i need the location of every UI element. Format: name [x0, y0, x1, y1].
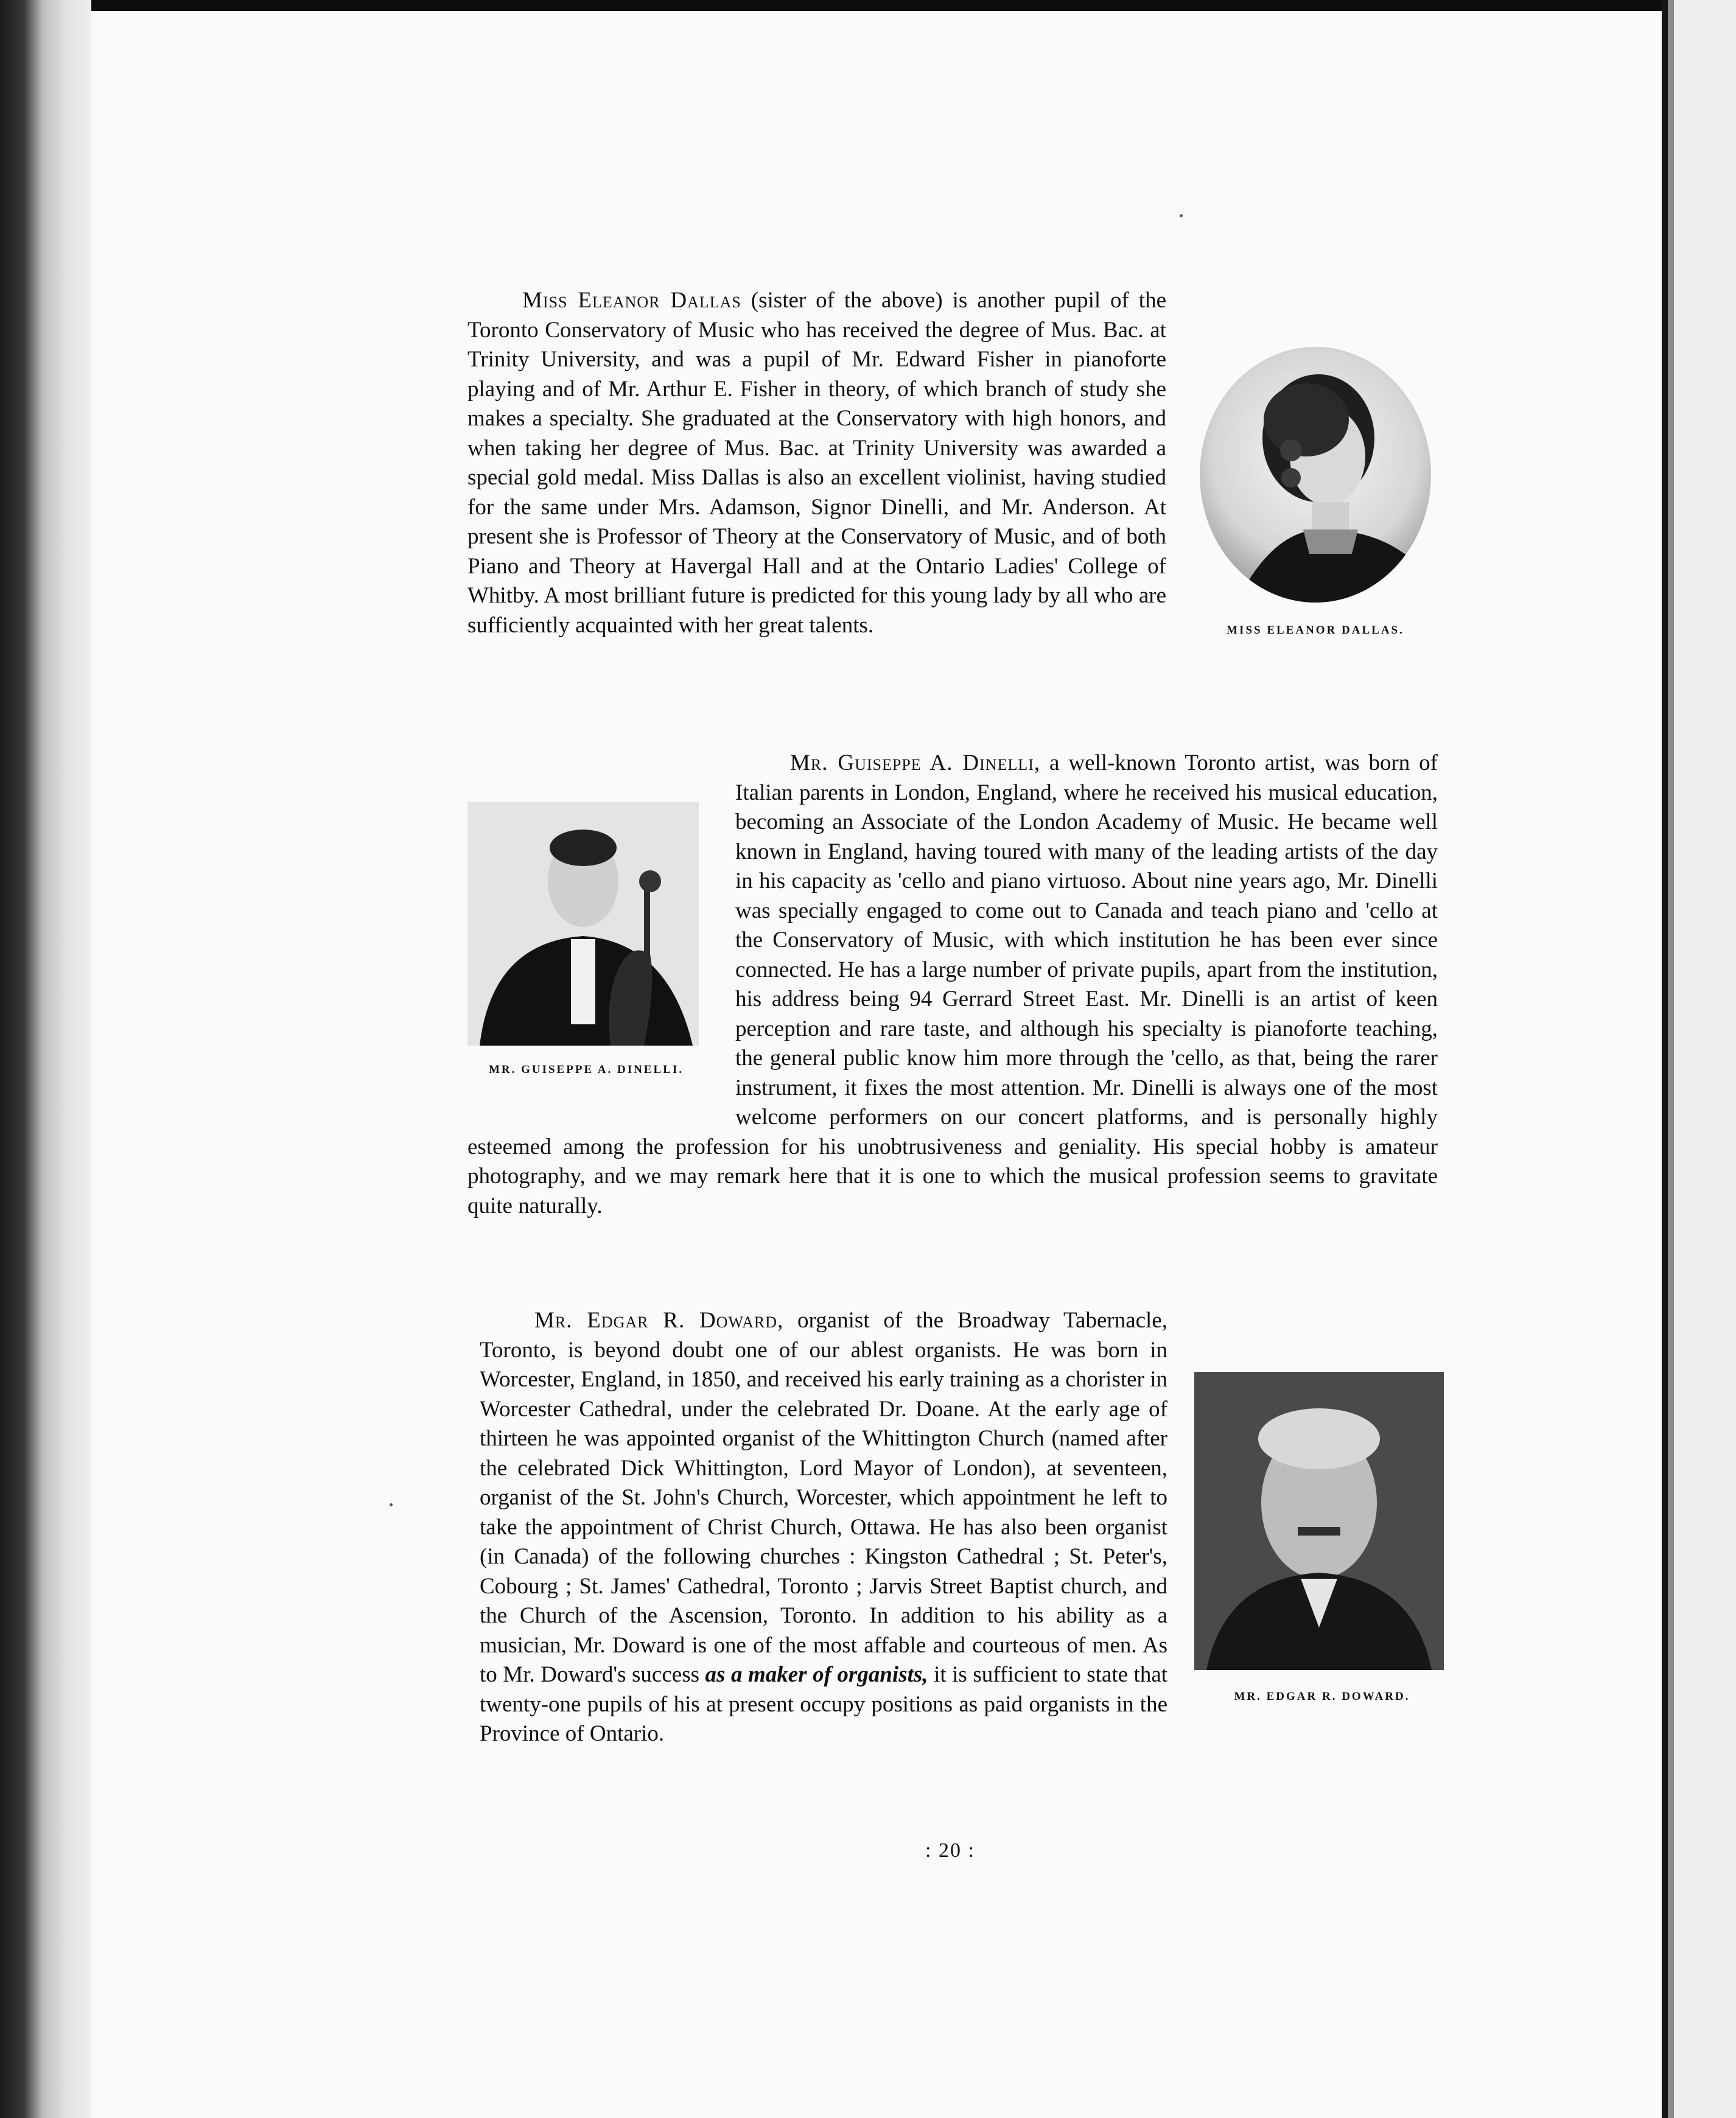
body-edgar-doward: organist of the Broadway Tabernacle, Toronto, is beyond doubt one of our ablest organists. He was born in Worcester, England, in 1850, and received his early training as a chorister in Worcester Cathedral, under the celebrated Dr. Doane. At the early age of thirteen he was appointed organist of the Whittington Church (named after the celebrated Dick Whittington, Lord Mayor of London), at seventeen, organist of the St. John's Church, Worcester, which appointment he left to take the appointment of Christ Church, Ottawa. He has also been organist (in Canada) of the following churches : Kingston Cathedral ; St. Peter's, Cobourg ; St. James' Cathedral, Toronto ; Jarvis Street Baptist church, and the Church of the Ascension, Toronto. In addition to his ability as a musician, Mr. Doward is one of the most affable and courteous of men. As to Mr. Doward's success — [480, 1308, 1167, 1687]
caption-edgar-doward: MR. EDGAR R. DOWARD. — [1234, 1690, 1410, 1703]
figure-edgar-doward — [1194, 1372, 1450, 1703]
print-speck — [1180, 214, 1183, 217]
scan-top-edge — [0, 0, 1736, 11]
caption-eleanor-dallas: MISS ELEANOR DALLAS. — [1227, 624, 1404, 637]
portrait-guiseppe-dinelli-image — [467, 802, 699, 1046]
caption-guiseppe-dinelli: MR. GUISEPPE A. DINELLI. — [488, 1063, 684, 1076]
article-guiseppe-dinelli — [467, 749, 1438, 1221]
scan-binding-shadow — [0, 0, 91, 2118]
body-edgar-doward-end: it is sufficient to state that twenty-one pupils of his at present occupy positions as paid organists in the Province of Ontario. — [480, 1662, 1168, 1746]
portrait-guiseppe-dinelli — [467, 802, 699, 1046]
figure-guiseppe-dinelli — [467, 802, 705, 1119]
article-eleanor-dallas — [467, 286, 1434, 643]
name-guiseppe-dinelli: Mr. Guiseppe A. Dinelli, — [790, 750, 1041, 775]
scan-right-edge — [1662, 0, 1736, 2118]
scan-page-edge — [1668, 0, 1674, 2118]
article-edgar-doward — [480, 1306, 1450, 1749]
portrait-edgar-doward-image — [1194, 1372, 1444, 1670]
name-edgar-doward: Mr. Edgar R. Doward, — [534, 1308, 784, 1333]
emphasis-maker-of-organists: as a maker of organists, — [705, 1662, 928, 1687]
figure-eleanor-dallas — [1197, 347, 1434, 639]
portrait-eleanor-dallas — [1200, 347, 1431, 603]
body-eleanor-dallas: (sister of the above) is another pupil of the Toronto Conservatory of Music who has received the degree of Mus. Bac. at Trinity University, and was a pupil of Mr. Edward Fisher in pianoforte playing and of Mr. Arthur E. Fisher in theory, of which branch of study she makes a specialty. She graduated at the Conservatory with high honors, and when taking her degree of Mus. Bac. at Trinity University was awarded a special gold medal. Miss Dallas is also an excellent violinist, having studied for the same under Mrs. Adamson, Signor Dinelli, and Mr. Anderson. At present she is Professor of Theory at the Conservatory of Music, and of both Piano and Theory at Havergal Hall and at the Ontario Ladies' College of Whitby. A most brilliant future is predicted for this young lady by all who are sufficiently acquainted with her great talents. — [467, 288, 1167, 638]
name-eleanor-dallas: Miss Eleanor Dallas — [522, 288, 741, 313]
scan-gutter-line — [1662, 0, 1668, 2118]
portrait-edgar-doward — [1194, 1372, 1444, 1670]
page-number: : 20 : — [925, 1839, 975, 1862]
portrait-eleanor-dallas-image — [1200, 347, 1431, 603]
body-guiseppe-dinelli: a well-known Toronto artist, was born of Italian parents in London, England, where he received his musical education, becoming an Associate of the London Academy of Music. He became well known in England, having toured with many of the leading artists of the day in his capacity as 'cello and piano virtuoso. About nine years ago, Mr. Dinelli was specially engaged to come out to Canada and teach piano and 'cello at the Conservatory of Music, with which institution he has been ever since connected. He has a large number of private pupils, apart from the institution, his address being 94 Gerrard Street East. Mr. Dinelli is an artist of keen perception and rare taste, and although his specialty is pianoforte teaching, the general public know him more through the 'cello, as that, being the rarer instrument, it fixes the most attention. Mr. Dinelli is always one of the most welcome performers on our concert platforms, and is personally highly esteemed among the profession for his unobtrusiveness and geniality. His special hobby is amateur photography, and we may remark here that it is one to which the musical profession seems to gravitate quite naturally. — [467, 750, 1438, 1218]
print-speck — [390, 1503, 393, 1506]
